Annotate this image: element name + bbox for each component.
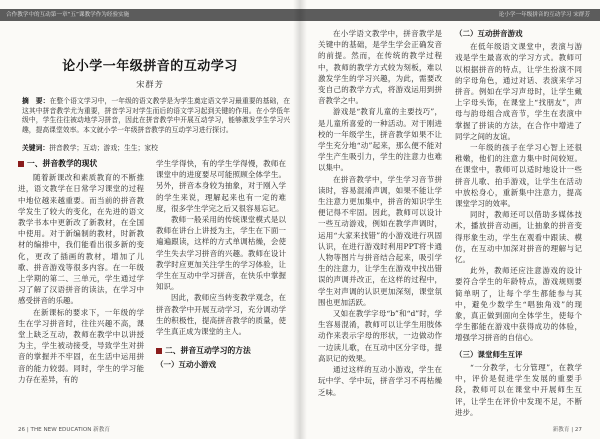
section-heading-1 [18,158,144,169]
keywords-text: 拼音教学；互动；游戏；生生；家校 [49,144,158,152]
left-page-column-2 [156,158,286,422]
paragraph-continued: 学生学得快，有的学生学得慢，教师在课堂中的进度要尽可能照顾全体学生。另外，拼音本身较为抽象，对于刚入学的学生来说，理解起来也有一定的难度，很多学生学完之后又很容易忘记。 [156,159,286,213]
paragraph: 通过这样的互动小游戏，学生在玩中学、学中玩，拼音学习不再枯燥乏味。 [318,365,442,397]
right-page-column-2 [455,28,582,422]
keywords [22,144,290,154]
article-title: 论小学一年级拼音的互动学习 [62,59,238,74]
paragraph: 在低年级语文课堂中，表演与游戏是学生最喜欢的学习方式。教师可以根据拼音的特点，让学生扮演不同的字母角色，通过对话、表演来学习拼音。例如在学习声母时，让学生戴上字母头饰，在课堂上“找朋友”，声母与韵母组合成音节，学生在表演中掌握了拼读的方法，在合作中增进了同学之间的友谊。 [455,42,582,141]
square-bullet-icon [18,161,24,167]
square-bullet-icon [156,348,162,354]
page-fold-shadow [293,0,307,439]
section-heading-2-text: 二、拼音互动学习的方法 [165,346,251,356]
paragraph: 在小学语文教学中，拼音教学是关键中的基础，是学生学会正确发音的前提。然而，在传统的教学过程中，教师的教学方式较为刻板，难以激发学生的学习兴趣，为此，需要改变自己的教学方式，将游戏运用到拼音教学之中。 [318,29,442,106]
paragraph: 因此，教师应当转变教学观念，在拼音教学中开展互动学习，充分调动学生的积极性，提高拼音教学的质量，使学生真正成为课堂的主人。 [156,293,286,337]
subsection-heading-1: （一）互动小游戏 [156,360,216,370]
keywords-label: 关键词： [22,144,50,152]
abstract-text: 在整个语文学习中，一年级的语文教学是为学生奠定语文学习最重要的基础，在这其中拼音教学尤为重要，拼音学习对学生而后的语文学习起到关键的作用。在小学低年级中，学生往往被动地学习拼音，因此在拼音教学中开展互动学习，能够激发学生学习兴趣，提高课堂效率。本文就小学一年级拼音教学的互动学习进行探讨。 [22,97,291,134]
article-author: 宋群芳 [136,79,164,89]
right-page [300,0,600,439]
paragraph: 随着新课改和素质教育的不断推进，语文教学在日常学习课堂的过程中地位越来越重要。而当前的拼音教学发生了较大的变化，在先进的语文教学书本中更新改了新教材，在全国中使用。对于新编制的教材，时新教材的编排中，我们能看出很多新的变化，更改了插画的教材，增加了儿歌、拼音游戏等很多内容。在一年级上学期的第二、三单元，学生通过学习了解了汉语拼音的读法，在学习中感受拼音的乐趣。 [18,173,144,306]
abstract [22,97,290,135]
paragraph: 此外，教师还应注意游戏的设计要符合学生的年龄特点，游戏规则要简单明了，让每个学生都能参与其中，避免少数学生“唱独角戏”的现象，真正做到面向全体学生，使每个学生都能在游戏中获得成功的体验，增强学习拼音的自信心。 [455,266,582,343]
paragraph: 在拼音教学中，学生学习音节拼读时，容易混淆声调，如果不能让学生注意力更加集中，拼音的知识学生便记得不牢固。因此，教师可以设计一些互动游戏，例如在教学声调时，运用“大家来找错”的小游戏进行巩固认识，在进行游戏时利用PPT将卡通人物等图片与拼音结合起来，吸引学生的注意力，让学生在游戏中找出错误的声调并改正，在这样的过程中，学生对声调的认识更加深刻，课堂氛围也更加活跃。 [318,174,442,307]
paragraph: “一分教学，七分管理”，在教学中，评价是促进学生发展的重要手段，教师可以在课堂中开展师生互评，让学生在评价中发现不足，不断进步。 [455,362,582,417]
abstract-label: 摘 要： [22,97,50,105]
paragraph: 游戏是“教育儿童的主要技巧”，是儿童所喜爱的一种活动。对于刚进校的一年级学生，拼音教学如果不让学生充分地“动”起来，那么便不能对学生产生吸引力，学生的注意力也难以集中。 [318,107,442,173]
paragraph: 在新课标的要求下，一年级的学生在学习拼音时，往往兴趣不高，课堂上缺乏互动，教师在教学中以讲授为主，学生被动接受，导致学生对拼音的掌握并不牢固，在生活中运用拼音的能力较弱。同时，学生的学习能力存在差异，有的 [18,307,144,384]
running-head-left: 合作教学中的互动第一章“五”课教学作为经验实施 [0,9,300,21]
paragraph: 同时，教师还可以借助多媒体技术，播放拼音动画，让抽象的拼音变得形象生动，学生在观看中跟读、模仿，在互动中加深对拼音的理解与记忆。 [455,210,582,265]
paragraph: 一年级的孩子在学习心智上还很稚嫩，他们的注意力集中时间较短。在课堂中，教师可以适时地设计一些拼音儿歌、拍手游戏，让学生在活动中放松身心，重新集中注意力，提高课堂学习的效率。 [455,143,582,209]
subsection-heading-2: （二）互动拼音游戏 [455,29,523,38]
left-page-column-1 [18,158,144,422]
paragraph: 教师一般采用的传统课堂模式是以教师在讲台上讲授为主，学生在下面一遍遍跟读，这样的方式单调枯燥，会使学生失去学习拼音的兴趣。教师在设计教学时应更加关注学生的学习体验，让学生在互动中学习拼音，在快乐中掌握知识。 [156,215,286,292]
right-page-column-1 [318,28,442,422]
running-head-right: 论小学一年级拼音的互动学习 宋群芳 [300,9,600,21]
footer-right: 新教育 | 27 [552,427,582,433]
section-heading-2 [156,345,286,356]
footer-left: 26 | THE NEW EDUCATION 新教育 [18,427,110,433]
subsection-heading-3: （三）课堂师生互评 [455,349,523,359]
section-heading-1-text: 一、拼音教学的现状 [27,159,98,168]
paragraph: 又如在教学字母“b”和“d”时，学生容易混淆，教师可以让学生用肢体动作来表示字母的形状，一边做动作一边读儿歌，在互动中区分字母，提高识记的效果。 [318,309,442,363]
